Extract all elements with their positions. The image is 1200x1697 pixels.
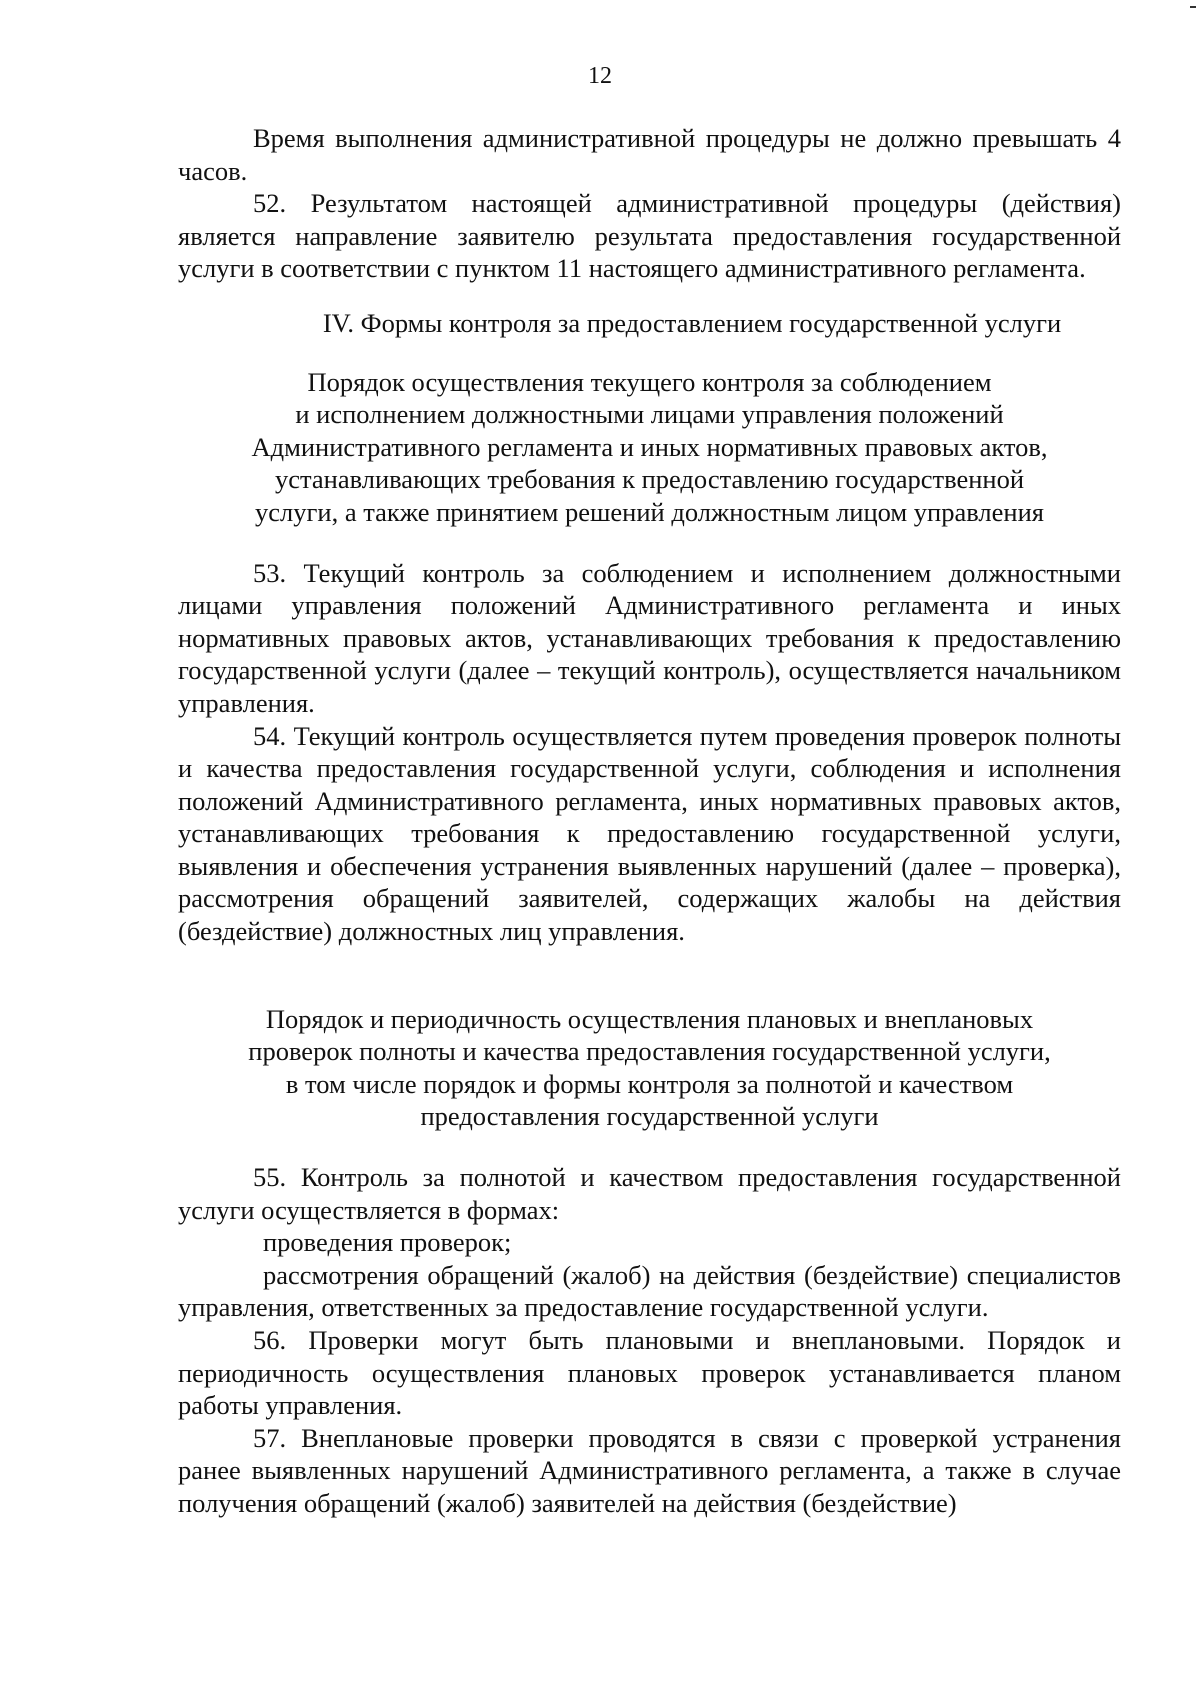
section-iv-title: IV. Формы контроля за предоставлением государственной услуги: [322, 307, 1062, 338]
paragraph-52: 52. Результатом настоящей административной процедуры (действия) является направление заявителю результата предоставления государственной услуги в соответствии с пунктом 11 настоящего административного регламента.: [178, 188, 1121, 284]
subheading-line: проверок полноты и качества предоставления государственной услуги,: [248, 1036, 1051, 1067]
subheading-line: в том числе порядок и формы контроля за полнотой и качеством: [285, 1068, 1014, 1099]
subheading-line: услуги, а также принятием решений должностным лицом управления: [255, 496, 1044, 527]
paragraph-56: 56. Проверки могут быть плановыми и внеплановыми. Порядок и периодичность осуществления плановых проверок устанавливается планом работы управления.: [178, 1325, 1121, 1421]
subheading-line: Административного регламента и иных нормативных правовых актов,: [251, 431, 1048, 462]
subheading-planned-checks: [178, 1003, 1121, 1133]
scan-mark: [1190, 6, 1196, 8]
paragraph-54: 54. Текущий контроль осуществляется путем проведения проверок полноты и качества предоставления государственной услуги, соблюдения и исполнения положений Административного регламента, иных нормативных правовых актов, устанавливающих требования к предоставлению государственной услуги, выявления и обеспечения устранения выявленных нарушений (далее – проверка), рассмотрения обращений заявителей, содержащих жалобы на действия (бездействие) должностных лиц управления.: [178, 720, 1121, 947]
paragraph-55-item-1: проведения проверок;: [263, 1227, 512, 1258]
page-number: 12: [588, 63, 612, 89]
paragraph-53: 53. Текущий контроль за соблюдением и исполнением должностными лицами управления положений Административного регламента и иных нормативных правовых актов, устанавливающих требования к предоставлению государственной услуги (далее – текущий контроль), осуществляется начальником управления.: [178, 557, 1121, 718]
subheading-current-control: [178, 366, 1121, 529]
paragraph-55-item-2: рассмотрения обращений (жалоб) на действия (бездействие) специалистов управления, ответственных за предоставление государственной услуги.: [178, 1259, 1121, 1323]
document-body: [178, 122, 1121, 1520]
paragraph-55: 55. Контроль за полнотой и качеством предоставления государственной услуги осуществляется в формах:: [178, 1162, 1121, 1225]
subheading-line: Порядок и периодичность осуществления плановых и внеплановых: [265, 1003, 1034, 1034]
subheading-line: Порядок осуществления текущего контроля за соблюдением: [307, 366, 992, 397]
subheading-line: предоставления государственной услуги: [420, 1101, 879, 1132]
paragraph-57: 57. Внеплановые проверки проводятся в связи с проверкой устранения ранее выявленных нарушений Административного регламента, а также в случае получения обращений (жалоб) заявителей на действия (бездействие): [178, 1422, 1121, 1518]
subheading-line: и исполнением должностными лицами управления положений: [295, 399, 1004, 430]
paragraph-procedure-time: Время выполнения административной процедуры не должно превышать 4 часов.: [178, 123, 1121, 186]
subheading-line: устанавливающих требования к предоставлению государственной: [274, 464, 1025, 495]
